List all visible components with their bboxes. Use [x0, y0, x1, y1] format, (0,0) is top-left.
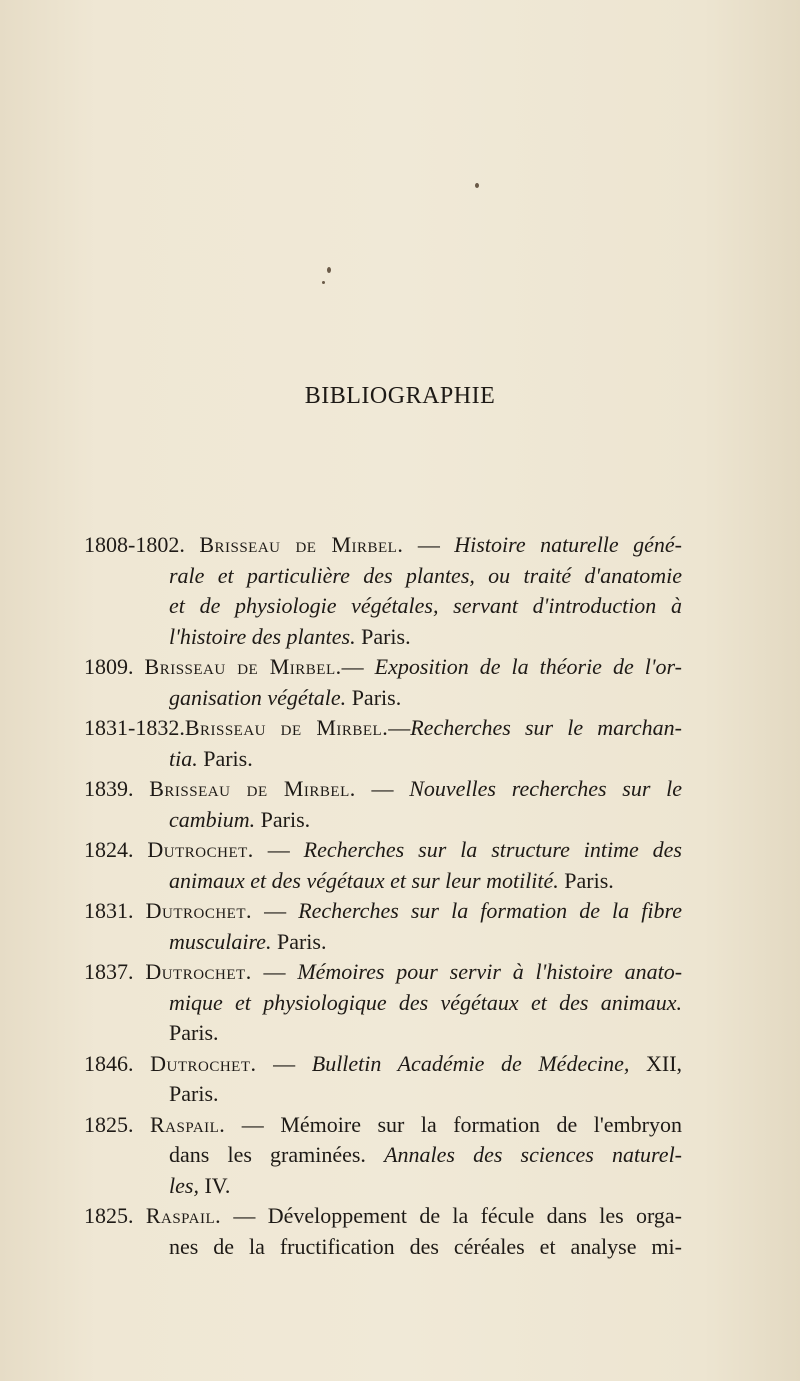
entry-title: l'histoire des plantes. — [169, 623, 356, 649]
bibliography-entry — [84, 1201, 682, 1262]
entry-title: musculaire. — [169, 928, 272, 954]
entry-place: Paris. — [197, 745, 253, 771]
bibliography-entry — [84, 1049, 682, 1110]
entry-title: Bulletin Académie de Médecine, — [311, 1050, 630, 1076]
entry-year: 1824. — [84, 837, 134, 862]
entry-title: cambium. — [169, 806, 256, 832]
entry-line — [84, 957, 682, 988]
entry-year: 1846. — [84, 1050, 134, 1076]
entry-line — [84, 1110, 682, 1141]
entry-place: Paris. — [169, 1081, 219, 1106]
bibliography-entry — [84, 713, 682, 774]
entry-title: Exposition de la théorie de l'or- — [374, 654, 683, 679]
bibliography-entry — [84, 896, 682, 957]
entry-place: Paris. — [255, 806, 311, 832]
entry-title: animaux et des végétaux et sur leur motilité. — [169, 867, 559, 893]
entry-separator: — — [252, 898, 299, 923]
entry-author: Raspail. — [145, 1203, 222, 1228]
entry-volume: XII, — [629, 1050, 683, 1076]
page-title: BIBLIOGRAPHIE — [304, 383, 496, 409]
entry-title: Recherches sur le marchan- — [410, 715, 683, 740]
entry-line — [84, 774, 682, 805]
entry-title: dans les graminées. — [169, 1142, 385, 1167]
entry-separator: — — [341, 654, 375, 679]
entry-place: Paris. — [346, 684, 402, 710]
entry-year: 1809. — [84, 654, 134, 679]
entry-line — [84, 1140, 682, 1171]
bibliography-entry — [84, 1110, 682, 1202]
entry-title: ganisation végétale. — [169, 684, 347, 710]
entry-line — [84, 866, 682, 897]
entry-title: Recherches sur la structure intime des — [303, 837, 682, 862]
entry-title: nes de la fructification des céréales et analyse mi- — [169, 1233, 682, 1259]
bibliography-entry — [84, 530, 682, 652]
entry-line — [84, 652, 682, 683]
entry-line — [84, 927, 682, 958]
entry-year: 1825. — [84, 1203, 134, 1228]
entry-author: Brisseau de Mirbel. — [184, 715, 389, 740]
entry-line — [84, 835, 682, 866]
entry-title: Histoire naturelle géné- — [454, 532, 683, 557]
print-speck — [322, 281, 325, 284]
entry-title: Mémoires pour servir à l'histoire anato- — [297, 959, 683, 984]
entry-separator: — — [388, 715, 411, 740]
entry-line — [84, 744, 682, 775]
entry-author: Dutrochet. — [147, 837, 254, 862]
entry-author: Brisseau de Mirbel. — [149, 776, 356, 801]
entry-year: 1808-1802. — [84, 532, 185, 557]
entry-author: Brisseau de Mirbel. — [144, 654, 342, 679]
entry-title: Mémoire sur la formation de l'embryon — [280, 1111, 682, 1137]
entry-title: Recherches sur la formation de la fibre — [298, 898, 683, 923]
bibliography-entry — [84, 774, 682, 835]
entry-year: 1839. — [84, 776, 134, 801]
entry-title: Développement de la fécule dans les orga- — [267, 1203, 682, 1228]
entry-title: tia. — [169, 745, 198, 771]
entry-separator: — — [403, 532, 455, 557]
entry-title: Nouvelles recherches sur le — [409, 776, 683, 801]
entry-line — [84, 896, 682, 927]
print-speck — [475, 183, 479, 188]
entry-line — [84, 805, 682, 836]
entry-line — [84, 1171, 682, 1202]
entry-separator: — — [253, 837, 304, 862]
entry-separator: — — [256, 1050, 312, 1076]
entry-line — [84, 713, 682, 744]
entry-author: Brisseau de Mirbel. — [199, 532, 404, 557]
bibliography-entry — [84, 957, 682, 1049]
entry-volume: IV. — [198, 1172, 231, 1198]
entry-title: et de physiologie végétales, servant d'introduction à — [169, 593, 682, 618]
entry-author: Dutrochet. — [145, 898, 252, 923]
entry-journal: les, — [169, 1172, 199, 1198]
entry-year: 1837. — [84, 959, 134, 984]
entry-journal: Annales des sciences naturel- — [384, 1142, 683, 1167]
entry-year: 1831-1832. — [84, 715, 185, 740]
entry-separator: — — [221, 1203, 268, 1228]
entry-place: Paris. — [558, 867, 614, 893]
bibliography-list — [84, 530, 682, 1262]
entry-line — [84, 530, 682, 561]
entry-place: Paris. — [169, 1020, 219, 1045]
entry-place: Paris. — [355, 623, 411, 649]
entry-title: mique et physiologique des végétaux et des animaux. — [169, 989, 682, 1015]
bibliography-entry — [84, 835, 682, 896]
entry-separator: — — [225, 1111, 281, 1137]
entry-author: Dutrochet. — [145, 959, 252, 984]
entry-line — [84, 683, 682, 714]
entry-separator: — — [251, 959, 298, 984]
entry-year: 1831. — [84, 898, 134, 923]
entry-author: Dutrochet. — [150, 1050, 257, 1076]
entry-place: Paris. — [271, 928, 327, 954]
entry-year: 1825. — [84, 1111, 134, 1137]
entry-line — [84, 1201, 682, 1232]
entry-line — [84, 622, 682, 653]
entry-author: Raspail. — [150, 1111, 226, 1137]
bibliography-entry — [84, 652, 682, 713]
print-speck — [327, 267, 331, 273]
entry-separator: — — [355, 776, 410, 801]
entry-title: rale et particulière des plantes, ou traité d'anatomie — [169, 562, 682, 588]
entry-line — [84, 1049, 682, 1080]
